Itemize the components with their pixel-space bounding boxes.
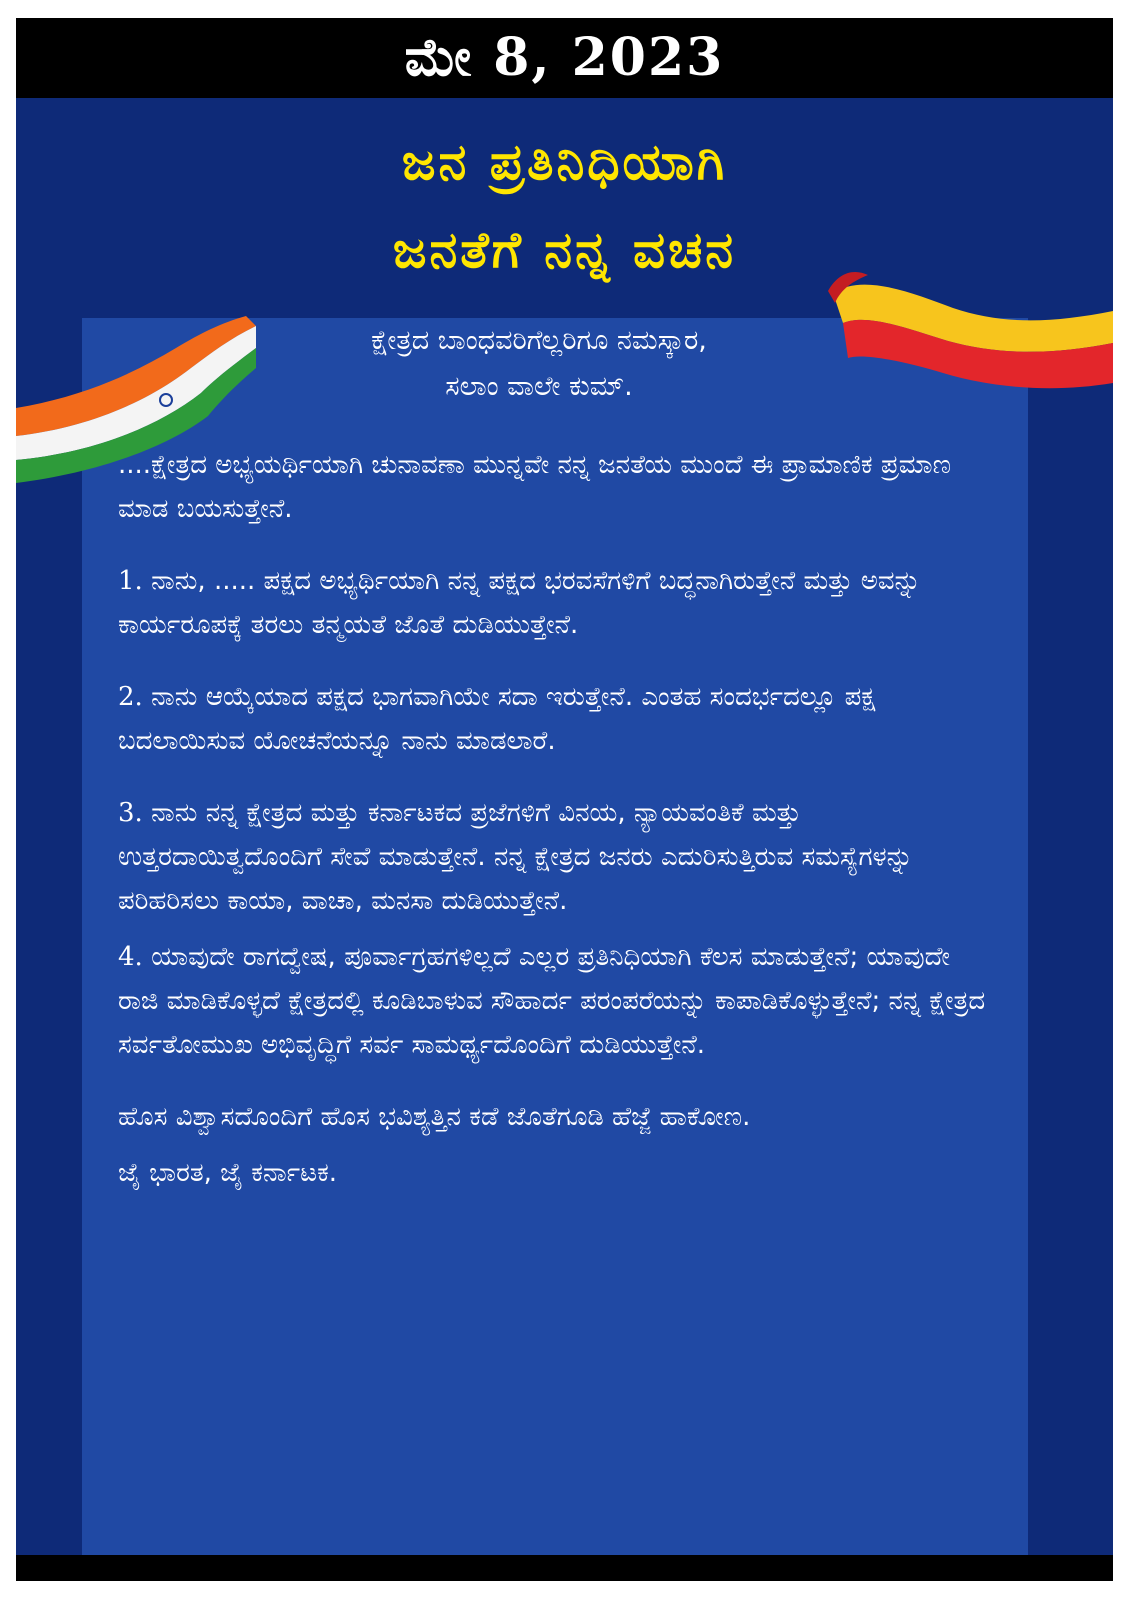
pledge-number: 1.	[118, 566, 143, 596]
pledge-text: ಯಾವುದೇ ರಾಗದ್ವೇಷ, ಪೂರ್ವಾಗ್ರಹಗಳಿಲ್ಲದೆ ಎಲ್ಲರ ಪ್ರತಿನಿಧಿಯಾಗಿ ಕೆಲಸ ಮಾಡುತ್ತೇನೆ; ಯಾವುದೇ ರಾಜಿ ಮಾಡಿಕೊಳ್ಳದೆ ಕ್ಷೇತ್ರದಲ್ಲಿ ಕೂಡಿಬಾಳುವ ಸೌಹಾರ್ದ ಪರಂಪರೆಯನ್ನು ಕಾಪಾಡಿಕೊಳ್ಳುತ್ತೇನೆ; ನನ್ನ ಕ್ಷೇತ್ರದ ಸರ್ವತೋಮುಖ ಅಭಿವೃದ್ಧಿಗೆ ಸರ್ವ ಸಾಮರ್ಥ್ಯದೊಂದಿಗೆ ದುಡಿಯುತ್ತೇನೆ.	[118, 942, 986, 1060]
headline-line-2: ಜನತೆಗೆ ನನ್ನ ವಚನ	[392, 221, 737, 279]
pledge-number: 4.	[118, 942, 143, 972]
pledge-item-2	[118, 675, 998, 763]
pledge-text: ನಾನು, ..... ಪಕ್ಷದ ಅಭ್ಯರ್ಥಿಯಾಗಿ ನನ್ನ ಪಕ್ಷದ ಭರವಸೆಗಳಿಗೆ ಬದ್ಧನಾಗಿರುತ್ತೇನೆ ಮತ್ತು ಅವನ್ನು ಕಾರ್ಯರೂಪಕ್ಕೆ ತರಲು ತನ್ಮಯತೆ ಜೊತೆ ದುಡಿಯುತ್ತೇನೆ.	[118, 566, 921, 640]
headline-line-1: ಜನ ಪ್ರತಿನಿಧಿಯಾಗಿ	[401, 133, 728, 191]
pledge-text: ನಾನು ನನ್ನ ಕ್ಷೇತ್ರದ ಮತ್ತು ಕರ್ನಾಟಕದ ಪ್ರಜೆಗಳಿಗೆ ವಿನಯ, ನ್ಯಾಯವಂತಿಕೆ ಮತ್ತು ಉತ್ತರದಾಯಿತ್ವದೊಂದಿಗೆ ಸೇವೆ ಮಾಡುತ್ತೇನೆ. ನನ್ನ ಕ್ಷೇತ್ರದ ಜನರು ಎದುರಿಸುತ್ತಿರುವ ಸಮಸ್ಯೆಗಳನ್ನು ಪರಿಹರಿಸಲು ಕಾಯಾ, ವಾಚಾ, ಮನಸಾ ದುಡಿಯುತ್ತೇನೆ.	[118, 798, 913, 916]
pledge-item-3	[118, 791, 998, 923]
greeting-line-1: ಕ್ಷೇತ್ರದ ಬಾಂಧವರಿಗೆಲ್ಲರಿಗೂ ನಮಸ್ಕಾರ,	[371, 325, 707, 356]
date-header: ಮೇ 8, 2023	[16, 18, 1113, 98]
pledge-content	[118, 443, 998, 1223]
signoff: ಜೈ ಭಾರತ, ಜೈ ಕರ್ನಾಟಕ.	[118, 1158, 338, 1188]
bottom-bar	[16, 1555, 1113, 1581]
pledge-text: ನಾನು ಆಯ್ಕೆಯಾದ ಪಕ್ಷದ ಭಾಗವಾಗಿಯೇ ಸದಾ ಇರುತ್ತೇನೆ. ಎಂತಹ ಸಂದರ್ಭದಲ್ಲೂ ಪಕ್ಷ ಬದಲಾಯಿಸುವ ಯೋಚನೆಯನ್ನೂ ನಾನು ಮಾಡಲಾರೆ.	[118, 682, 876, 756]
pledge-item-1	[118, 559, 998, 647]
pledge-item-4	[118, 935, 998, 1067]
intro-paragraph: ....ಕ್ಷೇತ್ರದ ಅಭ್ಯಯರ್ಥಿಯಾಗಿ ಚುನಾವಣಾ ಮುನ್ನವೇ ನನ್ನ ಜನತೆಯ ಮುಂದೆ ಈ ಪ್ರಾಮಾಣಿಕ ಪ್ರಮಾಣ ಮಾಡ ಬಯಸುತ್ತೇನೆ.	[118, 450, 952, 524]
closing-paragraph: ಹೊಸ ವಿಶ್ವಾಸದೊಂದಿಗೆ ಹೊಸ ಭವಿಶ್ಯತ್ತಿನ ಕಡೆ ಜೊತೆಗೂಡಿ ಹೆಜ್ಜೆ ಹಾಕೋಣ.	[118, 1102, 751, 1132]
greeting-line-2: ಸಲಾಂ ವಾಲೇ ಕುಮ್.	[445, 371, 633, 402]
pledge-number: 2.	[118, 682, 143, 712]
pledge-number: 3.	[118, 798, 143, 828]
greeting	[66, 318, 1012, 410]
